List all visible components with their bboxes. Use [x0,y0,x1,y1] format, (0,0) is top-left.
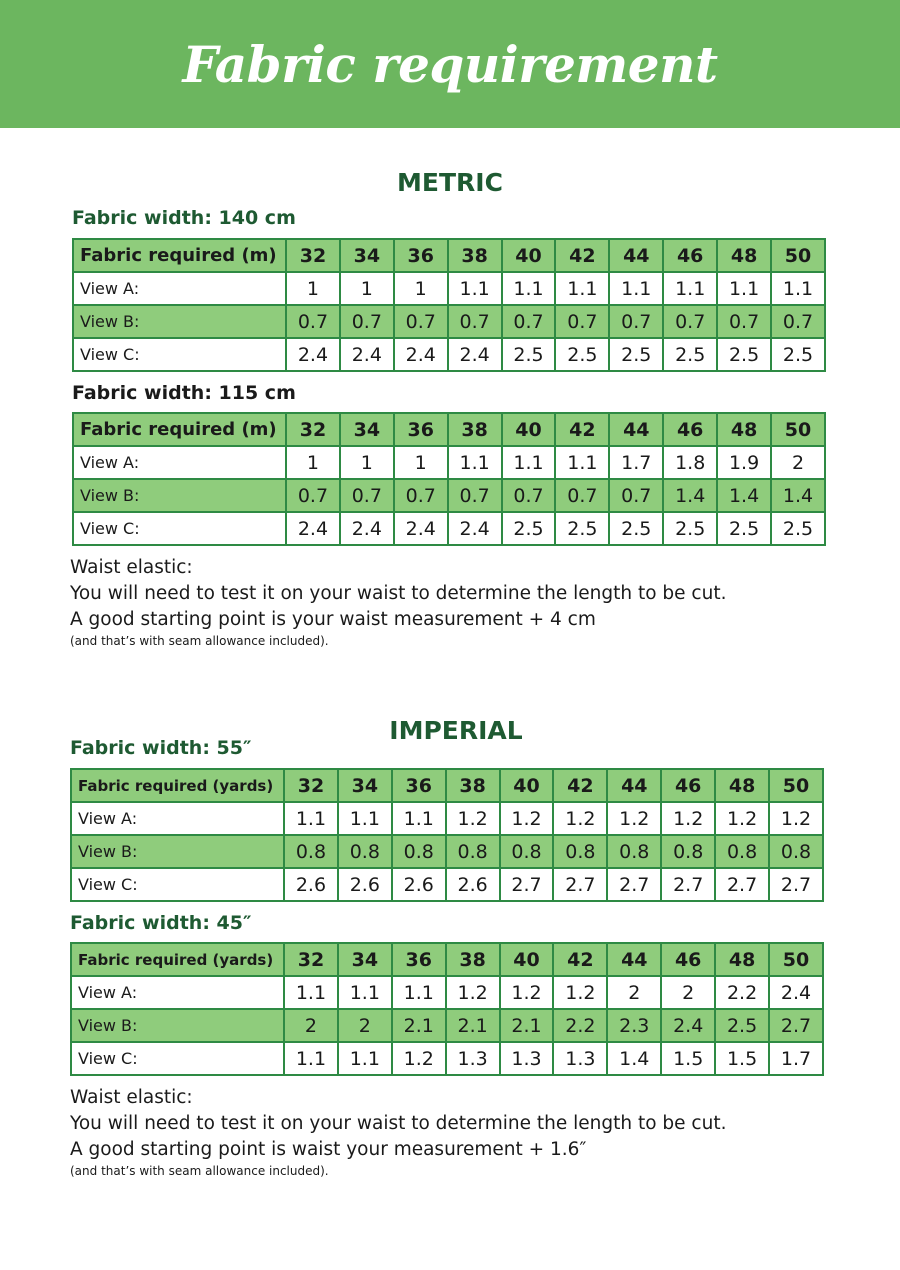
row-label: View A: [71,976,284,1009]
value-cell: 1.1 [338,976,392,1009]
value-cell: 0.7 [286,479,340,512]
value-cell: 0.7 [448,479,502,512]
value-cell: 2.4 [340,512,394,545]
value-cell: 1.1 [502,446,556,479]
value-cell: 1.2 [553,976,607,1009]
value-cell: 2.5 [609,512,663,545]
value-cell: 1.4 [663,479,717,512]
row-label: View B: [71,1009,284,1042]
value-cell: 0.7 [394,305,448,338]
header-label: Fabric required (m) [73,413,286,446]
value-cell: 2.5 [663,338,717,371]
value-cell: 1.2 [500,976,554,1009]
imperial-title: IMPERIAL [389,716,523,745]
value-cell: 2.6 [392,868,446,901]
value-cell: 0.7 [340,479,394,512]
table-row [73,512,825,545]
value-cell: 2.7 [661,868,715,901]
value-cell: 0.7 [609,479,663,512]
size-header-cell: 46 [661,943,715,976]
value-cell: 2.5 [609,338,663,371]
header-label: Fabric required (m) [73,239,286,272]
header-label: Fabric required (yards) [71,943,284,976]
value-cell: 0.7 [448,305,502,338]
value-cell: 1.4 [717,479,771,512]
value-cell: 0.7 [340,305,394,338]
value-cell: 1.2 [607,802,661,835]
row-label: View B: [73,305,286,338]
value-cell: 1.2 [446,802,500,835]
size-header-cell: 34 [340,413,394,446]
value-cell: 1 [394,272,448,305]
value-cell: 2.7 [553,868,607,901]
size-header-cell: 36 [394,239,448,272]
value-cell: 1.5 [661,1042,715,1075]
size-header-cell: 44 [607,769,661,802]
value-cell: 2.5 [502,338,556,371]
value-cell: 2.4 [286,338,340,371]
value-cell: 2.4 [394,338,448,371]
value-cell: 2.5 [715,1009,769,1042]
size-header-cell: 48 [717,239,771,272]
size-header-cell: 50 [769,943,823,976]
note-line: A good starting point is waist your measurement + 1.6″ [70,1139,587,1160]
value-cell: 1.7 [769,1042,823,1075]
value-cell: 1.7 [609,446,663,479]
value-cell: 1.1 [555,446,609,479]
value-cell: 1.2 [392,1042,446,1075]
size-header-cell: 38 [446,769,500,802]
value-cell: 1.2 [715,802,769,835]
value-cell: 0.7 [394,479,448,512]
value-cell: 1.1 [392,802,446,835]
value-cell: 2.4 [769,976,823,1009]
table-row [73,338,825,371]
value-cell: 1.2 [500,802,554,835]
value-cell: 1.4 [607,1042,661,1075]
size-header-cell: 38 [446,943,500,976]
value-cell: 0.7 [609,305,663,338]
note-small-print: (and that’s with seam allowance included). [70,634,329,648]
value-cell: 1.2 [553,802,607,835]
value-cell: 2.2 [553,1009,607,1042]
note-small-print: (and that’s with seam allowance included). [70,1164,329,1178]
value-cell: 2 [607,976,661,1009]
table-row [73,479,825,512]
row-label: View C: [71,1042,284,1075]
table-row [73,446,825,479]
value-cell: 2.7 [607,868,661,901]
value-cell: 2.6 [338,868,392,901]
value-cell: 0.7 [771,305,825,338]
value-cell: 1.1 [448,272,502,305]
fabric-width-label: Fabric width: 45″ [70,912,252,934]
value-cell: 1.1 [771,272,825,305]
table-header-row [71,943,823,976]
value-cell: 2.5 [555,512,609,545]
value-cell: 2.7 [769,868,823,901]
value-cell: 2.5 [717,338,771,371]
value-cell: 2.3 [607,1009,661,1042]
value-cell: 0.7 [502,479,556,512]
value-cell: 1 [286,272,340,305]
note-line: You will need to test it on your waist to determine the length to be cut. [70,1113,727,1134]
size-header-cell: 40 [500,943,554,976]
value-cell: 2.7 [769,1009,823,1042]
value-cell: 1.1 [555,272,609,305]
value-cell: 0.8 [392,835,446,868]
value-cell: 0.8 [500,835,554,868]
size-header-cell: 38 [448,239,502,272]
value-cell: 2.1 [446,1009,500,1042]
size-header-cell: 32 [284,769,338,802]
row-label: View B: [71,835,284,868]
value-cell: 0.7 [663,305,717,338]
value-cell: 1.1 [284,802,338,835]
value-cell: 1.1 [392,976,446,1009]
value-cell: 2.4 [661,1009,715,1042]
waist-elastic-note [70,555,850,649]
value-cell: 0.8 [338,835,392,868]
size-header-cell: 38 [448,413,502,446]
size-header-cell: 44 [607,943,661,976]
value-cell: 2.4 [448,338,502,371]
value-cell: 1.5 [715,1042,769,1075]
size-header-cell: 46 [663,239,717,272]
fabric-width-label: Fabric width: 140 cm [72,207,296,229]
header-banner [0,0,900,128]
metric-title: METRIC [397,168,503,197]
table-row [73,272,825,305]
size-header-cell: 32 [286,413,340,446]
value-cell: 2.7 [715,868,769,901]
size-header-cell: 34 [340,239,394,272]
value-cell: 2.5 [555,338,609,371]
value-cell: 2.6 [284,868,338,901]
row-label: View C: [73,338,286,371]
waist-elastic-note [70,1085,850,1179]
value-cell: 1.2 [769,802,823,835]
size-header-cell: 44 [609,239,663,272]
value-cell: 1.1 [338,1042,392,1075]
size-header-cell: 48 [717,413,771,446]
value-cell: 0.8 [661,835,715,868]
value-cell: 2.5 [771,512,825,545]
table-row [73,305,825,338]
value-cell: 1.1 [609,272,663,305]
value-cell: 1.2 [661,802,715,835]
value-cell: 0.8 [715,835,769,868]
table-row [71,1009,823,1042]
value-cell: 1 [394,446,448,479]
size-header-cell: 42 [555,239,609,272]
table-row [71,835,823,868]
size-header-cell: 36 [394,413,448,446]
table-row [71,1042,823,1075]
size-header-cell: 42 [555,413,609,446]
value-cell: 1.1 [717,272,771,305]
note-heading: Waist elastic: [70,1087,193,1108]
value-cell: 2 [771,446,825,479]
fabric-table-imperial-45 [70,942,824,1076]
value-cell: 0.7 [717,305,771,338]
value-cell: 2.1 [500,1009,554,1042]
size-header-cell: 50 [771,413,825,446]
value-cell: 1 [286,446,340,479]
value-cell: 1.3 [553,1042,607,1075]
value-cell: 0.8 [446,835,500,868]
size-header-cell: 42 [553,769,607,802]
size-header-cell: 40 [500,769,554,802]
size-header-cell: 40 [502,239,556,272]
value-cell: 0.8 [553,835,607,868]
value-cell: 1.1 [338,802,392,835]
value-cell: 1.3 [500,1042,554,1075]
size-header-cell: 36 [392,769,446,802]
value-cell: 1.9 [717,446,771,479]
value-cell: 1.4 [771,479,825,512]
value-cell: 2.6 [446,868,500,901]
size-header-cell: 42 [553,943,607,976]
value-cell: 2 [338,1009,392,1042]
value-cell: 2.5 [663,512,717,545]
page-title: Fabric requirement [182,34,718,94]
row-label: View C: [71,868,284,901]
fabric-table-metric-140 [72,238,826,372]
fabric-table-metric-115 [72,412,826,546]
size-header-cell: 36 [392,943,446,976]
size-header-cell: 40 [502,413,556,446]
size-header-cell: 46 [661,769,715,802]
value-cell: 2 [284,1009,338,1042]
value-cell: 0.7 [502,305,556,338]
row-label: View A: [73,446,286,479]
value-cell: 2.4 [448,512,502,545]
size-header-cell: 48 [715,769,769,802]
size-header-cell: 34 [338,769,392,802]
row-label: View B: [73,479,286,512]
value-cell: 1.1 [663,272,717,305]
table-row [71,976,823,1009]
value-cell: 1.8 [663,446,717,479]
table-row [71,868,823,901]
size-header-cell: 44 [609,413,663,446]
value-cell: 0.8 [769,835,823,868]
size-header-cell: 48 [715,943,769,976]
fabric-table-imperial-55 [70,768,824,902]
size-header-cell: 32 [284,943,338,976]
value-cell: 1.1 [284,1042,338,1075]
note-line: A good starting point is your waist measurement + 4 cm [70,609,596,630]
value-cell: 2.4 [394,512,448,545]
table-header-row [71,769,823,802]
note-heading: Waist elastic: [70,557,193,578]
row-label: View A: [73,272,286,305]
value-cell: 2.5 [771,338,825,371]
size-header-cell: 50 [769,769,823,802]
value-cell: 2.2 [715,976,769,1009]
value-cell: 2.4 [286,512,340,545]
row-label: View A: [71,802,284,835]
size-header-cell: 34 [338,943,392,976]
value-cell: 1.1 [448,446,502,479]
size-header-cell: 32 [286,239,340,272]
size-header-cell: 50 [771,239,825,272]
table-header-row [73,239,825,272]
fabric-width-label: Fabric width: 55″ [70,737,252,759]
value-cell: 2 [661,976,715,1009]
value-cell: 2.4 [340,338,394,371]
value-cell: 0.8 [284,835,338,868]
value-cell: 1 [340,272,394,305]
value-cell: 1 [340,446,394,479]
fabric-width-label: Fabric width: 115 cm [72,382,296,404]
row-label: View C: [73,512,286,545]
value-cell: 1.1 [284,976,338,1009]
value-cell: 1.1 [502,272,556,305]
value-cell: 0.7 [555,305,609,338]
value-cell: 2.7 [500,868,554,901]
value-cell: 2.5 [717,512,771,545]
note-line: You will need to test it on your waist to determine the length to be cut. [70,583,727,604]
table-header-row [73,413,825,446]
value-cell: 0.7 [555,479,609,512]
size-header-cell: 46 [663,413,717,446]
value-cell: 0.8 [607,835,661,868]
value-cell: 1.2 [446,976,500,1009]
table-row [71,802,823,835]
value-cell: 1.3 [446,1042,500,1075]
value-cell: 2.5 [502,512,556,545]
value-cell: 0.7 [286,305,340,338]
value-cell: 2.1 [392,1009,446,1042]
header-label: Fabric required (yards) [71,769,284,802]
